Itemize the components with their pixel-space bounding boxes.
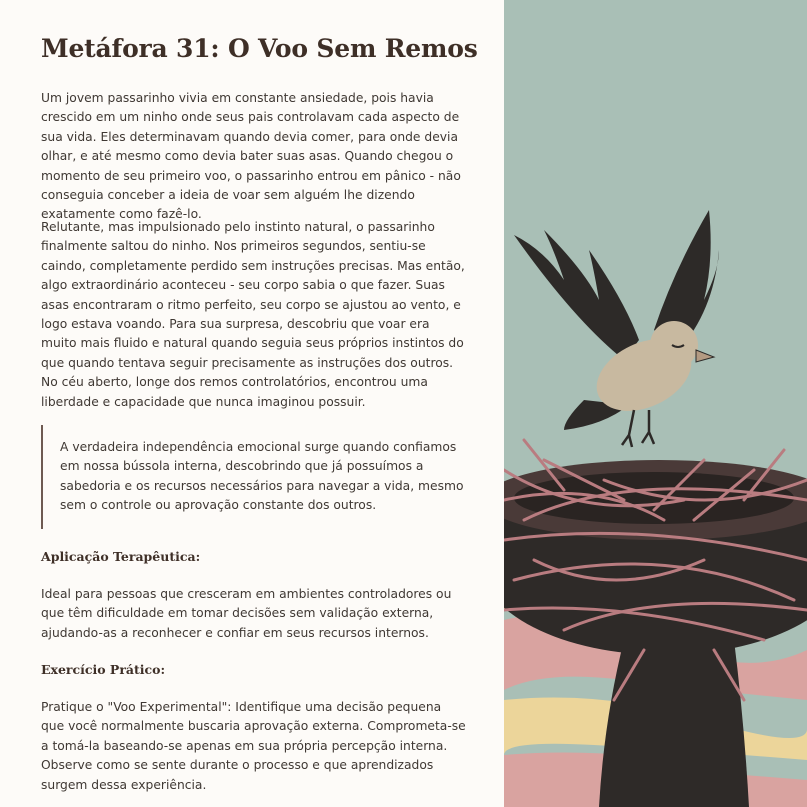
quote-bar: [41, 425, 43, 529]
section-heading-therapeutic: Aplicação Terapêutica:: [41, 549, 201, 564]
bird-nest-illustration: [504, 0, 807, 807]
illustration: [504, 0, 807, 807]
trunk: [599, 640, 749, 807]
section-body-therapeutic: Ideal para pessoas que cresceram em ambientes controladores ou que têm dificuldade em tomar decisões sem validação externa, ajudando-as a reconhecer e confiar em seus recursos internos.: [41, 587, 452, 640]
story-paragraph-2: Relutante, mas impulsionado pelo instinto natural, o passarinho finalmente saltou do ninho. Nos primeiros segundos, sentiu-se caindo, completamente perdido sem instruções precisas. Mas então, algo extraordinário aconteceu - seu corpo sabia o que fazer. Suas asas encontraram o ritmo perfeito, seu corpo se ajustou ao vento, e logo estava voando. Para sua surpresa, descobriu que voar era muito mais fluido e natural quando seguia seus próprios instintos do que quando tentava seguir precisamente as instruções dos outros. No céu aberto, longe dos remos controlatórios, encontrou uma liberdade e capacidade que nunca imaginou possuir.: [41, 220, 465, 409]
section-body-exercise: Pratique o "Voo Experimental": Identifique uma decisão pequena que você normalmente buscaria aprovação externa. Comprometa-se a tomá-la baseando-se apenas em sua própria percepção interna. Observe como se sente durante o processo e que aprendizados surgem dessa experiência.: [41, 700, 466, 792]
section-heading-exercise: Exercício Prático:: [41, 662, 166, 677]
page-title: Metáfora 31: O Voo Sem Remos: [41, 34, 478, 63]
moral-quote: A verdadeira independência emocional surge quando confiamos em nossa bússola interna, descobrindo que já possuímos a sabedoria e os recursos necessários para navegar a vida, mesmo sem o controle ou aprovação constante dos outros.: [60, 440, 464, 513]
story-paragraph-1: Um jovem passarinho vivia em constante ansiedade, pois havia crescido em um ninho onde seus pais controlavam cada aspecto de sua vida. Eles determinavam quando devia comer, para onde devia olhar, e até mesmo como devia bater suas asas. Quando chegou o momento de seu primeiro voo, o passarinho entrou em pânico - não conseguia conceber a ideia de voar sem alguém lhe dizendo exatamente como fazê-lo.: [41, 91, 461, 222]
